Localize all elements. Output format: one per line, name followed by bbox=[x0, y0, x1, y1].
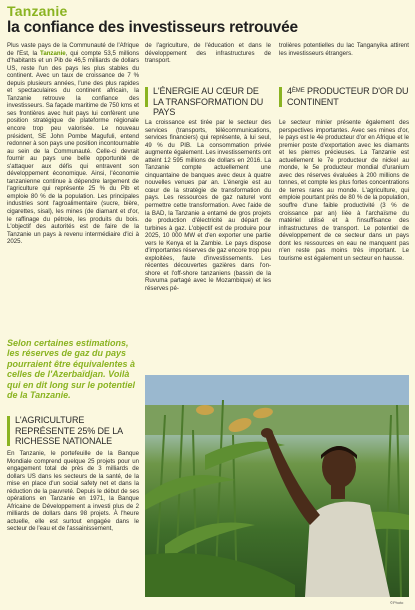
farmer-figure bbox=[261, 428, 390, 597]
column-1-intro bbox=[7, 42, 139, 246]
heading-accent-bar bbox=[145, 87, 148, 107]
energie-paragraph: La croissance est tirée par le secteur des services (transports, télécommunications, services financiers) qui représente, à lui seul, 49 % du PIB. La consommation privée augmente également. Les investissements ont atteint 12 595 millions de dollars en 2016. La Tanzanie compte actuellement une cinquantaine de banques avec deux à quatre nouvelles venues par an. L'énergie est au cœur de la stratégie de transformation du pays. Les ressources de gaz naturel vont permettre cette transformation. Avec l'aide de la BAD, la Tanzanie a entamé de gros projets de production d'électricité au départ de turbines à gaz. L'objectif est de produire pour 2025, 10 000 MW et d'en exporter une partie vers le Kenya et la Zambie. Le pays dispose d'importantes réserves de gaz encore trop peu exploitées, faute d'investissements. Les récentes découvertes gazières dans l'on-shore et l'off-shore tanzaniens (bassin de la Ruvuma partagé avec le Mozambique) et les réserves pé- bbox=[145, 119, 271, 293]
col2-continued-text: de l'agriculture, de l'éducation et dans le développement des infrastructures de transport. bbox=[145, 42, 271, 65]
heading-text bbox=[279, 86, 409, 107]
section-kicker: Tanzanie bbox=[7, 3, 68, 19]
column-2-top bbox=[145, 42, 271, 65]
section-heading-energie bbox=[145, 86, 271, 118]
heading-number: 4 bbox=[287, 86, 292, 96]
section-heading-agriculture bbox=[7, 415, 139, 447]
pull-quote: Selon certaines estimations, les réserves de gaz du pays pourraient être équivalentes à celles de l'Azerbaïdjan. Voilà qui en dit long sur le potentiel de la Tanzanie. bbox=[7, 338, 136, 401]
agriculture-paragraph: En Tanzanie, le portefeuille de la Banque Mondiale comprend quelque 25 projets pour un engagement total de près de 3 milliards de dollars US dans les secteurs de la santé, de la mise en place d'un social safety net et dans la réduction de la pauvreté. Depuis le début de ses opérations en Tanzanie en 1971, la Banque Africaine de Développement a investi plus de 2 milliards de dollars dans 98 projets. À l'heure actuelle, elle est surtout engagée dans le secteur de l'eau et de l'assainissement, bbox=[7, 450, 139, 533]
photo-credit: ©Photo bbox=[390, 600, 404, 605]
photo-illustration bbox=[145, 375, 409, 597]
country-highlight: Tanzanie bbox=[40, 49, 66, 57]
energie-body bbox=[145, 119, 271, 293]
heading-rest: PRODUCTEUR D'OR DU CONTINENT bbox=[287, 86, 409, 107]
heading-superscript: ÈME bbox=[291, 88, 305, 94]
heading-accent-bar bbox=[7, 416, 10, 446]
col3-continued-text: trolières potentielles du lac Tanganyika attirent les investisseurs étrangers. bbox=[279, 42, 409, 57]
or-paragraph: Le secteur minier présente également des perspectives importantes. Avec ses mines d'or, le pays est le 4e producteur d'or en Afrique et le premier poste d'exportation avec les diamants et les pierres précieuses. La Tanzanie est actuellement le 7e producteur de nickel au monde, le 5e producteur mondial d'uranium avec des réserves évaluées à 200 millions de tonnes, et compte les plus fortes concentrations de terres rares au monde. L'agriculture, qui emploie pourtant près de 80 % de la population, souffre d'une faible productivité (3 % de croissance par an) liée à l'archaïsme du matériel utilisé et à l'insuffisance des infrastructures de transport. Le potentiel de développement de ce secteur dans un pays dont les ressources en eau ne manquent pas n'en reste pas moins très important. Le tourisme est également un secteur en hausse. bbox=[279, 119, 409, 262]
heading-text: L'ÉNERGIE AU CŒUR DE LA TRANSFORMATION DU PAYS bbox=[153, 86, 264, 118]
article-headline: la confiance des investisseurs retrouvée bbox=[7, 19, 298, 36]
intro-text-post: , qui compte 53,5 millions d'habitants et un Pib de 46,5 milliards de dollars US, reste l'un des pays les plus stables du continent. Avec un taux de croissance de 7 % depuis plusieurs années, l'une des plus rapides et spectaculaires du continent africain, la Tanzanie retrouve la confiance des investisseurs. Sa façade maritime de 750 kms et ses frontières avec huit pays lui confèrent une position stratégique de plateforme régionale encore trop peu valorisée. Le nouveau président, SE John Pombe Magufuli, entend redonner à son pays une position incontournable au sein de la Communauté. Celle-ci devrait fournir au pays une belle opportunité de s'attaquer aux défis qui entravent son développement économique. Ainsi, l'économie tanzanienne continue à dépendre largement de l'agriculture qui représente 25 % du Pib et emploie 80 % de la population. Les principales industries sont l'agroalimentaire (sucre, bière, cigarettes, sisal), les mines (de diamant et d'or, le raffinage du pétrole, les produits du bois. L'objectif des autorités est de faire de la Tanzanie un pays à revenu intermédiaire d'ici à 2025. bbox=[7, 49, 139, 246]
column-3-top bbox=[279, 42, 409, 57]
intro-paragraph bbox=[7, 42, 139, 246]
agriculture-body bbox=[7, 450, 139, 533]
heading-text: L'AGRICULTURE REPRÉSENTE 25% DE LA RICHESSE NATIONALE bbox=[15, 415, 123, 447]
intro-text-pre: Plus vaste pays de la Communauté de l'Afrique de l'Est, la bbox=[7, 42, 139, 57]
heading-accent-bar bbox=[279, 87, 282, 107]
section-heading-or bbox=[279, 86, 409, 107]
or-body bbox=[279, 119, 409, 262]
farmer-field-photo bbox=[145, 375, 409, 597]
